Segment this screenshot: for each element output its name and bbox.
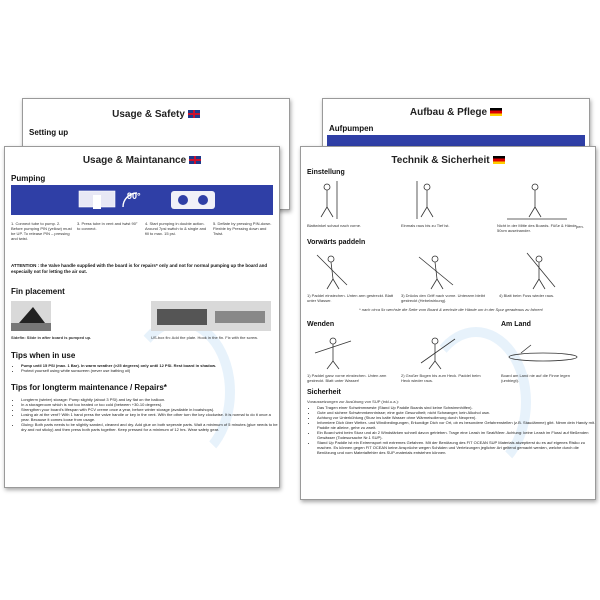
safety-list [309, 405, 596, 455]
caption: 3) Drücks den Griff nach vorne. Unterarm bleibt gestreckt (Hebelwirkung). [401, 293, 485, 303]
de-flag-icon [493, 156, 505, 164]
sheet-usage-maintenance [4, 146, 280, 488]
list-item: • Gluing: Both parts needs to be slightly sanded, cleaned and dry. Add glue on both seperate parts. Wait a minimum of 5 minutes (glue needs to be dry and not sticky) and then press both parts together. Keep pressed for a minimum of 12 hrs. Wear safety gear. [21, 422, 279, 432]
step-4: 4. Start pumping in double action. Around 7psi switch to & single and fill to max. 15 psi. [145, 221, 207, 236]
list-item: • Informiere Dich über Wetter- und Windbedingungen, Erkundige Dich vor Ort, ob es besondere Gefahrenstellen (z.B. Staudämme) gibt. Nimm dein Handy mit. Paddle nie alleine, gehe zu zweit. [317, 420, 596, 430]
section-heading: Sicherheit [307, 389, 341, 396]
section-heading: Am Land [501, 321, 531, 328]
list-item: • In a storageroom which is not too heated or too cold (between +30-10 degrees). [21, 402, 279, 407]
list-item: • Das Tragen einer Schwimmweste (Stand Up Paddle Boards sind keine Schwimmhilfen). [317, 405, 596, 410]
section-heading: Aufpumpen [329, 124, 374, 133]
caption: Nicht in der Mitte des Boards. Füße & Hände 50cm auseinander. [497, 223, 577, 233]
section-heading: Fin placement [11, 287, 65, 296]
de-flag-icon [490, 108, 502, 116]
usbox-photo [151, 301, 271, 331]
list-item: • Gute und sichere Schwimmkenntnisse; eine gute Gesundheit; nicht Schwanger; kein Alkohol usw. [317, 410, 596, 415]
list-item: • Achtung vor Unterkühlung (Sturz ins kalte Wasser ohne Wärmeisolierung durch Neopren). [317, 415, 596, 420]
step-3: 3. Press tube in vent and twist 90° to connect. [77, 221, 138, 231]
sheet-title: Aufbau & Pflege [323, 107, 589, 118]
step-5: 5. Deflate by pressing PIN-down. Flexble by Pressing down and Twist. [213, 221, 272, 236]
caption: Einmals raus bis zu Tief ist. [401, 223, 450, 228]
tips-use-list [13, 363, 279, 373]
paddling-illustrations [307, 251, 587, 291]
section-heading: Setting up [29, 128, 69, 137]
safety-intro: Voraussetzungen zur Ausübung von SUP (inkl.u.a.): [307, 399, 399, 404]
section-heading: Vorwärts paddeln [307, 239, 366, 246]
section-heading: Pumping [11, 174, 46, 183]
attention-note: ATTENTION : the Valve handle supplied with the board is for repairs* only and not for normal pumping up the board and especially not for letting the air out. [11, 263, 268, 274]
caption: 1) Paddel einstechen. Unten arm gestreckt. Blatt unter Wasser. [307, 293, 394, 303]
sheet-title: Usage & Safety [23, 109, 289, 120]
pump-steps-illustration [11, 185, 273, 215]
tips-repairs-list [13, 397, 279, 432]
list-item: • Pump until 15 PSI (max. 1 Bar). In warm weather (>25 degrees) only until 12 PSI. Rest board in shadow. [21, 363, 279, 368]
list-item: • Strengthen your board's lifespan with PCV creme once a year, before winter storage (available in boatshops). [21, 407, 279, 412]
fin-icon [11, 301, 51, 331]
stance-illustrations [307, 179, 587, 221]
list-item: • Protect yourself using white sunscreen (never use bathing oil) [21, 368, 279, 373]
caption: Blattwinkel schaut nach vorne. [307, 223, 362, 228]
list-item: • Losing air at the vent? With 1 hand press the valve handle or key in the vent. With the other turn the key clockwise. It is normal to do it once a year. Because it comes loose from usage. [21, 412, 279, 422]
section-heading: Tips when in use [11, 351, 76, 360]
edge-text: pen. [576, 224, 584, 229]
pumping-diagram [11, 185, 273, 215]
sheet-technik-sicherheit [300, 146, 596, 500]
usbox-caption: US-box fin: Add the plate. Hook in the fin. Fix with the screw. [151, 335, 258, 340]
sidefin-caption: Sidefin: Slide in after board is pumped up. [11, 335, 92, 340]
usbox-fin-icon [151, 301, 271, 331]
caption: 1) Paddel ganz vorne einstechen. Unten arm gestreckt. Blatt unter Wasser! [307, 373, 387, 383]
caption: 2) Großer Bogen bis zum Heck. Paddel beim Heck wieder raus. [401, 373, 481, 383]
angle-label: 90° [127, 191, 141, 201]
uk-flag-icon [188, 110, 200, 118]
section-heading: Tips for longterm maintenance / Repairs* [11, 383, 167, 392]
caption: 4) Blatt beim Fuss wieder raus. [499, 293, 555, 298]
list-item: • Stand Up Paddle ist ein Extremsport mit extremes Gefahren. Mit der Benützung des FIT OCEAN SUP Materials akzeptierst du es auf eigenes Risiko zu machen. Es können gegen FIT OCEAN keine Ansprüche wegen Schäden und Verletzungen jeglicher Art geltend gemacht werden, welche durch die Benützung und vom Materialfehler des SUP-materials entstehen können. [317, 440, 596, 455]
list-item: • Ein Board wird beim Sturz und ab 2 Windstärken schnell davon getrieben. Trage eine Leash im Seat/Meer. Achtung: keine Leash im Fluss/ auf fließenden Gewässer (Todesursache Nr.1 SUP). [317, 430, 596, 440]
turning-illustrations [307, 333, 587, 371]
sheet-title: Technik & Sicherheit [301, 155, 595, 166]
uk-flag-icon [189, 156, 201, 164]
caption: Board am Land nie auf die Finne legen (umbiegt). [501, 373, 570, 383]
list-item: • Longterm (winter) storage: Pump slightly (about 3 PSI) and lay flat on the balloon. [21, 397, 279, 402]
section-heading: Einstellung [307, 169, 345, 176]
step-1: 1. Connect tube to pump. 2. Before pumping PIN (yellow) must be UP. To release PIN – pressing and twist. [11, 221, 72, 241]
paddle-note: * nach circa 5x wechsle die Seite vom Board & wechsle die Hände um in der Spur geradeaus zu fahren! [359, 307, 543, 312]
sidefin-photo [11, 301, 51, 331]
sheet-title: Usage & Maintanance [5, 155, 279, 166]
section-heading: Wenden [307, 321, 335, 328]
